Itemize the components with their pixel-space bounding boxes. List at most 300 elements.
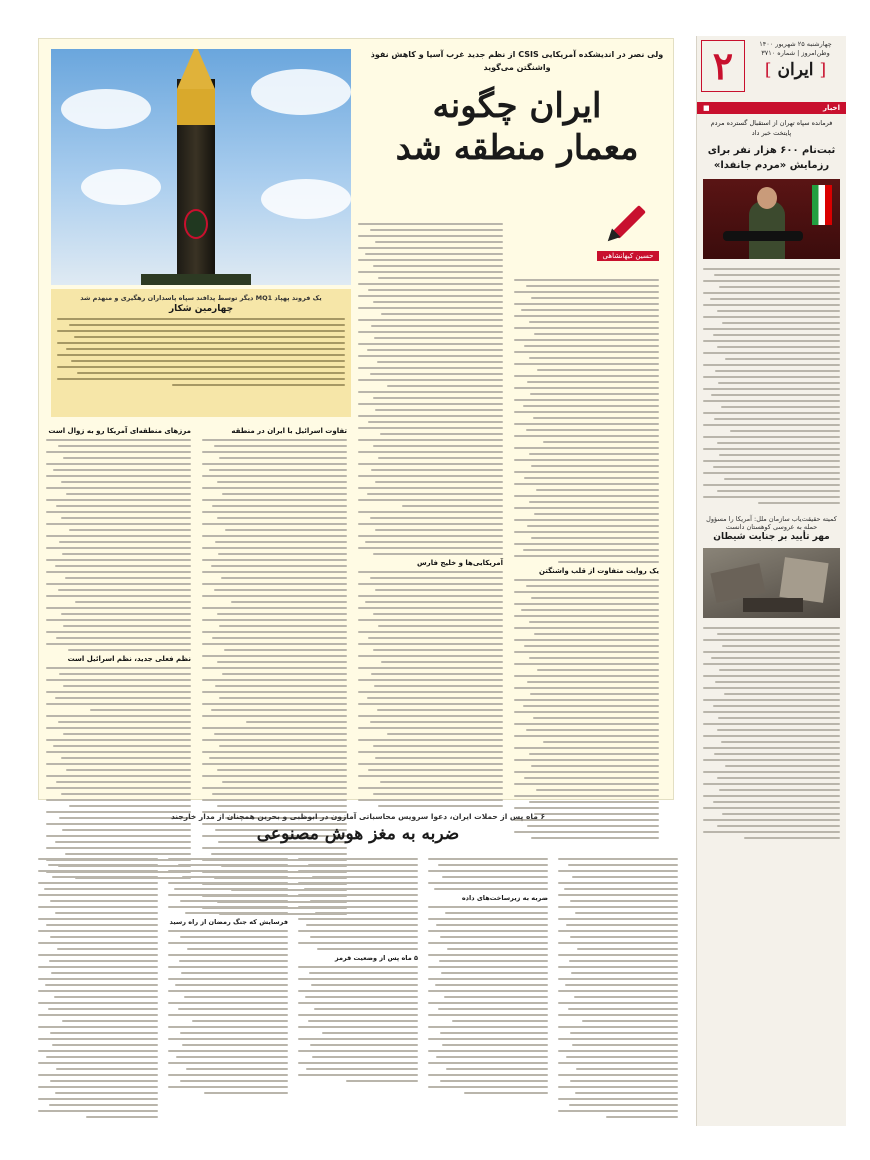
text-line: [38, 882, 158, 884]
masthead: [697, 36, 846, 96]
text-line: [514, 507, 659, 509]
text-line: [63, 685, 191, 687]
text-line: [298, 918, 418, 920]
text-line: [368, 421, 503, 423]
text-line: [178, 1008, 288, 1010]
text-line: [568, 1008, 678, 1010]
text-line: [53, 469, 191, 471]
text-line: [358, 487, 503, 489]
text-line: [703, 819, 840, 821]
text-line: [358, 739, 503, 741]
text-line: [713, 801, 840, 803]
text-line: [219, 457, 347, 459]
text-line: [56, 1068, 158, 1070]
page-number: ۲: [712, 43, 734, 88]
text-line: [428, 1050, 548, 1052]
text-line: [246, 721, 348, 723]
bottom-kicker: ۶ ماه پس از حملات ایران، دعوا سرویس محاسباتی آمازون در ابوظبی و بحرین همچنان از مدار خارجند: [170, 812, 546, 821]
text-line: [202, 619, 347, 621]
text-line: [568, 864, 678, 866]
text-line: [168, 978, 288, 980]
bottom-column-2: [428, 854, 548, 1124]
text-line: [514, 279, 659, 281]
text-line: [52, 876, 158, 878]
iran-flag-shape: [812, 185, 832, 225]
text-line: [721, 406, 840, 408]
text-line: [703, 436, 840, 438]
text-line: [46, 763, 191, 765]
text-line: [66, 493, 191, 495]
text-line: [298, 882, 418, 884]
text-line: [715, 370, 840, 372]
text-line: [524, 477, 659, 479]
section-bar-label: اخبار: [823, 104, 840, 112]
text-line: [178, 864, 288, 866]
text-line: [703, 807, 840, 809]
text-line: [358, 355, 503, 357]
text-line: [217, 769, 348, 771]
cloud-shape: [61, 89, 151, 129]
text-line: [514, 723, 659, 725]
text-line: [46, 727, 191, 729]
text-line: [358, 643, 503, 645]
text-line: [558, 561, 660, 563]
text-line: [514, 555, 659, 557]
text-line: [58, 445, 191, 447]
text-line: [46, 523, 191, 525]
text-line: [202, 715, 347, 717]
text-line: [57, 948, 158, 950]
text-line: [711, 657, 840, 659]
text-line: [530, 693, 659, 695]
text-line: [373, 745, 504, 747]
text-line: [381, 661, 503, 663]
text-line: [212, 505, 347, 507]
text-line: [703, 352, 840, 354]
text-line: [717, 777, 840, 779]
text-line: [402, 505, 504, 507]
text-line: [703, 424, 840, 426]
text-line: [168, 1086, 288, 1088]
text-line: [514, 807, 659, 809]
text-line: [310, 900, 418, 902]
text-line: [378, 625, 503, 627]
section-bar-mark: ■: [703, 104, 710, 112]
text-line: [558, 930, 678, 932]
text-line: [46, 451, 191, 453]
text-line: [176, 1056, 288, 1058]
cloud-shape: [251, 69, 351, 115]
text-line: [537, 669, 659, 671]
text-line: [168, 1074, 288, 1076]
text-line: [217, 481, 348, 483]
text-line: [570, 1080, 678, 1082]
text-line: [558, 1098, 678, 1100]
text-line: [368, 769, 503, 771]
text-line: [428, 1026, 548, 1028]
text-line: [438, 864, 548, 866]
text-line: [168, 990, 288, 992]
text-line: [703, 663, 840, 665]
text-line: [74, 336, 345, 338]
text-line: [168, 1014, 288, 1016]
text-line: [51, 972, 158, 974]
text-line: [370, 721, 503, 723]
text-line: [714, 753, 840, 755]
text-line: [38, 858, 158, 860]
text-line: [558, 870, 678, 872]
text-line: [185, 912, 288, 914]
text-line: [380, 433, 503, 435]
text-line: [570, 936, 678, 938]
text-line: [311, 984, 418, 986]
text-line: [514, 591, 659, 593]
text-line: [61, 517, 192, 519]
text-line: [308, 1020, 418, 1022]
text-line: [181, 972, 288, 974]
text-line: [575, 912, 678, 914]
text-line: [54, 996, 158, 998]
text-line: [358, 715, 503, 717]
text-line: [180, 1032, 288, 1034]
text-line: [46, 799, 191, 801]
text-line: [358, 415, 503, 417]
text-line: [582, 1020, 678, 1022]
text-line: [572, 876, 678, 878]
text-line: [438, 1008, 548, 1010]
text-line: [298, 858, 418, 860]
text-line: [719, 454, 840, 456]
text-line: [346, 1080, 418, 1082]
text-line: [180, 900, 288, 902]
text-line: [375, 757, 503, 759]
text-line: [63, 733, 191, 735]
text-line: [534, 513, 659, 515]
text-line: [576, 1068, 678, 1070]
text-line: [713, 705, 840, 707]
text-line: [310, 1044, 418, 1046]
text-line: [527, 681, 659, 683]
text-line: [202, 451, 347, 453]
text-line: [358, 679, 503, 681]
text-line: [558, 1014, 678, 1016]
text-line: [77, 372, 345, 374]
text-line: [175, 984, 288, 986]
text-line: [202, 535, 347, 537]
text-line: [521, 309, 659, 311]
text-line: [703, 388, 840, 390]
text-line: [358, 763, 503, 765]
text-line: [367, 697, 503, 699]
text-line: [543, 441, 659, 443]
text-line: [428, 906, 548, 908]
text-line: [570, 1032, 678, 1034]
text-line: [298, 906, 418, 908]
text-line: [57, 366, 345, 368]
text-line: [428, 1038, 548, 1040]
issue-date: چهارشنبه ۲۵ شهریور ۱۴۰۰: [759, 40, 832, 48]
text-line: [212, 637, 347, 639]
bottom-column-5: [38, 854, 158, 1124]
text-line: [440, 1032, 548, 1034]
text-line: [722, 322, 840, 324]
text-line: [558, 1038, 678, 1040]
text-line: [46, 499, 191, 501]
text-line: [529, 453, 660, 455]
text-line: [57, 318, 345, 320]
text-line: [452, 1020, 548, 1022]
text-line: [358, 475, 503, 477]
text-line: [50, 900, 158, 902]
text-line: [574, 996, 678, 998]
text-line: [514, 411, 659, 413]
caption-kicker: یک فروند پهپاد MQ1 دیگر توسط پدافند سپاه پاسداران رهگیری و منهدم شد: [80, 294, 322, 302]
text-line: [222, 493, 347, 495]
text-line: [566, 1056, 678, 1058]
text-line: [358, 631, 503, 633]
text-line: [202, 631, 347, 633]
text-line: [428, 942, 548, 944]
story2-kicker: کمیته حقیقت‌یاب سازمان ملل: آمریکا را مسؤول حمله به عروسی کوهستان دانست: [706, 514, 837, 531]
text-line: [231, 601, 347, 603]
text-line: [514, 387, 659, 389]
text-line: [373, 613, 504, 615]
text-line: [514, 435, 659, 437]
text-line: [558, 942, 678, 944]
story1-photo: [703, 179, 840, 259]
text-line: [703, 280, 840, 282]
feature-title-line1: ایران چگونه: [432, 85, 602, 126]
text-line: [514, 639, 659, 641]
text-line: [168, 1062, 288, 1064]
text-line: [298, 990, 418, 992]
text-line: [38, 1014, 158, 1016]
text-line: [358, 391, 503, 393]
text-line: [209, 757, 347, 759]
text-line: [38, 894, 158, 896]
text-line: [529, 621, 660, 623]
text-line: [358, 607, 503, 609]
text-line: [722, 645, 840, 647]
text-line: [358, 523, 503, 525]
text-line: [46, 1056, 158, 1058]
text-line: [377, 709, 503, 711]
text-line: [63, 625, 191, 627]
text-line: [703, 460, 840, 462]
text-line: [531, 465, 659, 467]
text-line: [428, 870, 548, 872]
text-line: [322, 1032, 418, 1034]
text-line: [514, 351, 659, 353]
text-line: [531, 297, 659, 299]
text-line: [202, 775, 347, 777]
text-line: [717, 346, 840, 348]
section-name-text: ایران: [777, 60, 814, 81]
text-line: [514, 543, 659, 545]
text-line: [214, 733, 347, 735]
text-line: [358, 703, 503, 705]
text-line: [202, 703, 347, 705]
text-line: [531, 597, 659, 599]
text-line: [202, 799, 347, 801]
text-line: [378, 277, 503, 279]
text-line: [725, 765, 840, 767]
text-line: [531, 537, 659, 539]
text-line: [358, 283, 503, 285]
text-line: [172, 384, 345, 386]
text-line: [428, 1014, 548, 1016]
text-line: [377, 361, 503, 363]
text-line: [713, 466, 840, 468]
text-line: [373, 301, 504, 303]
text-line: [703, 651, 840, 653]
text-line: [358, 343, 503, 345]
text-line: [38, 1098, 158, 1100]
text-line: [365, 253, 503, 255]
text-line: [375, 481, 503, 483]
text-line: [703, 723, 840, 725]
text-line: [521, 609, 659, 611]
text-line: [358, 319, 503, 321]
text-line: [56, 505, 191, 507]
text-line: [202, 475, 347, 477]
text-line: [225, 529, 347, 531]
text-line: [58, 589, 191, 591]
text-line: [358, 751, 503, 753]
text-line: [61, 793, 192, 795]
text-line: [214, 589, 347, 591]
text-line: [63, 457, 191, 459]
text-line: [514, 339, 659, 341]
text-line: [577, 948, 678, 950]
text-line: [558, 882, 678, 884]
text-line: [168, 966, 288, 968]
text-line: [180, 1080, 288, 1082]
text-line: [724, 693, 840, 695]
text-line: [441, 972, 548, 974]
text-line: [514, 675, 659, 677]
text-line: [217, 517, 348, 519]
text-line: [378, 805, 503, 807]
text-line: [442, 1044, 548, 1046]
text-line: [529, 321, 660, 323]
text-line: [298, 1074, 418, 1076]
text-line: [298, 1038, 418, 1040]
text-line: [526, 585, 659, 587]
text-line: [202, 595, 347, 597]
text-line: [703, 711, 840, 713]
text-line: [719, 789, 840, 791]
text-line: [46, 475, 191, 477]
story1-headline: ثبت‌نام ۶۰۰ هزار نفر برای رزمایش «مردم جانفدا»: [707, 144, 836, 171]
text-line: [46, 439, 191, 441]
text-line: [38, 1038, 158, 1040]
text-line: [202, 523, 347, 525]
text-line: [529, 357, 660, 359]
text-line: [314, 1008, 418, 1010]
text-line: [368, 637, 503, 639]
text-line: [514, 783, 659, 785]
text-line: [38, 1062, 158, 1064]
text-line: [298, 894, 418, 896]
text-line: [367, 493, 503, 495]
text-line: [721, 741, 840, 743]
section-bar: [697, 102, 846, 114]
text-line: [184, 996, 288, 998]
text-line: [514, 363, 659, 365]
cloud-shape: [261, 179, 351, 219]
text-line: [358, 331, 503, 333]
text-line: [533, 417, 659, 419]
text-line: [703, 675, 840, 677]
text-line: [202, 667, 347, 669]
text-line: [514, 423, 659, 425]
missile-band: [177, 89, 215, 125]
feature-title-line2: معمار منطقه شد: [395, 128, 639, 169]
text-line: [168, 1026, 288, 1028]
text-line: [514, 579, 659, 581]
text-line: [298, 870, 418, 872]
text-line: [703, 340, 840, 342]
text-line: [375, 409, 503, 411]
text-line: [440, 936, 548, 938]
text-line: [202, 655, 347, 657]
text-line: [308, 864, 418, 866]
text-line: [358, 463, 503, 465]
feature-subhead-2: آمریکایی‌ها و خلیج فارس: [417, 559, 503, 567]
caption-title: چهارمین شکار: [168, 304, 234, 314]
text-line: [717, 442, 840, 444]
text-line: [52, 1044, 158, 1046]
text-line: [46, 583, 191, 585]
text-line: [703, 376, 840, 378]
text-line: [46, 607, 191, 609]
text-line: [703, 268, 840, 270]
text-line: [558, 1002, 678, 1004]
text-line: [71, 360, 345, 362]
text-line: [371, 325, 503, 327]
text-line: [514, 735, 659, 737]
text-line: [370, 373, 503, 375]
text-line: [370, 577, 503, 579]
text-line: [378, 457, 503, 459]
bottom-column-4: [168, 854, 288, 1124]
text-line: [222, 673, 347, 675]
text-line: [202, 679, 347, 681]
text-line: [38, 1110, 158, 1112]
text-line: [575, 1092, 678, 1094]
text-line: [38, 1086, 158, 1088]
text-line: [514, 711, 659, 713]
text-line: [202, 487, 347, 489]
text-line: [703, 831, 840, 833]
text-line: [38, 954, 158, 956]
text-line: [86, 1116, 158, 1118]
text-line: [202, 787, 347, 789]
text-line: [202, 607, 347, 609]
text-line: [514, 327, 659, 329]
text-line: [61, 613, 192, 615]
text-line: [38, 978, 158, 980]
text-line: [375, 529, 503, 531]
text-line: [358, 619, 503, 621]
text-line: [55, 565, 191, 567]
text-line: [304, 888, 418, 890]
feature-kicker: ولی نصر در اندیشکده آمریکایی CSIS از نظم جدید غرب آسیا و کاهش نفوذ واشنگتن می‌گوید: [370, 50, 664, 72]
text-line: [174, 888, 288, 890]
text-line: [358, 727, 503, 729]
text-line: [358, 427, 503, 429]
